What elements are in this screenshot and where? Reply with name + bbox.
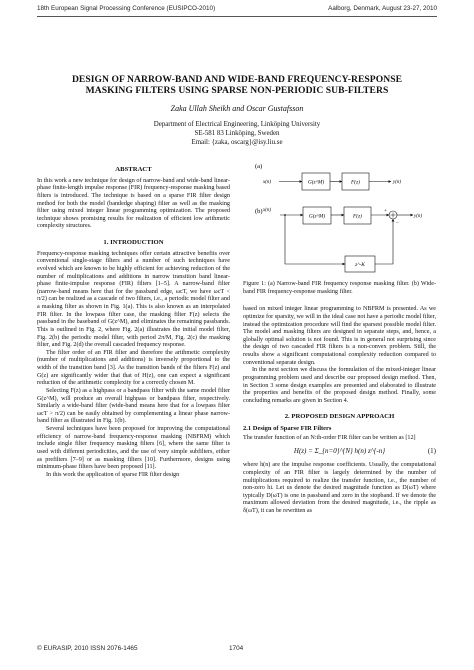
equation-1-body: H(z) = Σ_{n=0}^{N} h(n) z^{-n} [293, 447, 386, 456]
equation-1 [243, 442, 436, 462]
input-label-b: x(n) [263, 208, 272, 213]
delay-path-in [285, 215, 345, 264]
header-rule [37, 16, 437, 17]
intro-paragraph-3: Selecting F(z) as a highpass or a bandpass filter with the same model filter G(z^M), will produce an overall highpass or bandpass filter, respectively. Similarly a wide-band filter (wide-band means here that for a lowpass filter ωcT > π/2) can be easily obtained by complementing a linear phase narrow-band filter as illustrated in Fig. 1(b). [37, 387, 230, 425]
footer-copyright: © EURASIP, 2010 ISSN 2076-1465 [37, 645, 138, 652]
subsection-2-1-heading: 2.1 Design of Sparse FIR Filters [243, 425, 332, 432]
minus-sign: − [396, 221, 399, 226]
paper-title [37, 74, 437, 97]
block-g-a-label: G(z^M) [307, 179, 325, 186]
input-label-a: x(n) [263, 180, 272, 185]
affiliation-email: Email: {zaka, oscarg}@isy.liu.se [191, 138, 283, 146]
page-number: 1704 [229, 645, 244, 652]
affiliation [37, 121, 437, 147]
intro-paragraph-4: Several techniques have been proposed for improving the computational efficiency of narrow-band frequency-response masking (NBFRM) which include single filter frequency masking filters [6], where the same filter is used with different periodicities, and the use of very simple subfilters, either as prefilters [7–9] or as masking filters [10]. Furthermore, designs using minimum-phase filters have been proposed [11]. [37, 426, 230, 471]
affiliation-address: SE-581 83 Linköping, Sweden [194, 129, 280, 137]
left-column [37, 166, 230, 479]
block-g-b-label: G(z^M) [308, 213, 326, 220]
figure-1 [243, 160, 436, 278]
authors: Zaka Ullah Sheikh and Oscar Gustafsson [170, 104, 304, 113]
plus-sign: + [384, 209, 387, 214]
label-b: (b) [255, 208, 263, 215]
affiliation-dept: Department of Electrical Engineering, Linköping University [153, 121, 321, 128]
equation-1-number: (1) [427, 447, 436, 456]
section-2-paragraph-1: The transfer function of an N:th-order FIR filter can be written as [12] [243, 434, 416, 441]
intro-paragraph-1: Frequency-response masking techniques offer certain attractive benefits over conventional single-stage filters and a number of such techniques have evolved which are known to be highly efficient for achieving reduction of the number of multiplications and additions in narrow transition band linear-phase finite-impulse response (FIR) filters [1–5]. A narrow-band filter (narrow-band means here that for the passband edge, ωcT, we have ωcT < π/2) can be realized as a cascade of two filters, i.e., a periodic model filter and a masking filter as shown in Fig. 1(a). This is also known as an interpolated FIR filter. In the lowpass filter case, the masking filter F(z) selects the passband in the baseband of G(z^M), and eliminates the remaining passbands. This is outlined in Fig. 2, where Fig. 2(a) illustrates the initial model filter, Fig. 2(b) the periodic model filter, with period 2π/M, Fig. 2(c) the masking filter, and Fig. 2(d) the overall cascaded frequency response. [37, 250, 230, 349]
delay-path-out [375, 219, 393, 264]
abstract-text: In this work a new technique for design of narrow-band and wide-band linear-phase finite-length impulse response (FIR) frequency-response masking based filters is introduced. The technique is based on a sparse FIR filter design method for both the model (bandedge shaping) filter as well as the masking filter using mixed integer linear programming optimization. The proposed technique shows promising results for realization of efficient low arithmetic complexity structures. [37, 177, 230, 230]
figure-caption: Figure 1: (a) Narrow-band FIR frequency response masking filter. (b) Wide-band FIR frequency-response masking filter. [243, 281, 436, 295]
intro-heading: 1. INTRODUCTION [103, 239, 164, 246]
abstract-heading: ABSTRACT [115, 166, 152, 173]
title-line-1: DESIGN OF NARROW-BAND AND WIDE-BAND FREQUENCY-RESPONSE [71, 74, 403, 85]
output-label-a: y(n) [393, 180, 402, 185]
right-paragraph-1: based on mixed integer linear programming to NBFRM is presented. As we optimize for sparsity, we will in the ideal case not have a periodic model filter, instead the optimization procedure will find the sparsest possible model filter. The model and masking filters are designed in separate steps, and, hence, a globally optimal solution is not found. This is in general not surprising since the design of two cascaded FIR filters is a non-convex problem. Still, the results show a significant computational complexity reduction compared to conventional separate design. [243, 306, 436, 366]
block-diagram [243, 160, 436, 278]
intro-paragraph-2: The filter order of an FIR filter and therefore the arithmetic complexity (number of multiplications and additions) is inversely proportional to the width of the transition band [3]. As the transition bands of the filters F(z) and G(z) are significantly wider that that of H(z), one can expect a significant reduction of the arithmetic complexity for a correctly chosen M. [37, 349, 230, 387]
label-a: (a) [255, 163, 263, 170]
block-f-b-label: F(z) [353, 213, 362, 220]
section-2-paragraph-2: where h(n) are the impulse response coefficients. Usually, the computational complexity of an FIR filter is largely determined by the number of multiplications required to realize the transfer function, i.e., the number of non-zero hi. Let us denote the desired magnitude function as D(ωT) where typically D(ωT) is one in passband and zero in the stopband. If we denote the maximum allowed deviation from the desired magnitude, i.e., the ripple as δ(ωT), it can be rewritten as [243, 462, 436, 514]
title-line-2: MASKING FILTERS USING SPARSE NON-PERIODIC SUB-FILTERS [85, 85, 389, 97]
delay-block-label: z^-K [355, 262, 365, 268]
output-label-b: y(n) [414, 214, 423, 219]
block-f-a-label: F(z) [351, 179, 360, 186]
right-column [243, 160, 436, 516]
location-date-header: Aalborg, Denmark, August 23-27, 2010 [328, 5, 437, 12]
intro-paragraph-5: In this work the application of sparse FIR filter design [46, 471, 180, 478]
conference-header: 18th European Signal Processing Conference (EUSIPCO-2010) [37, 5, 216, 12]
right-paragraph-2: In the next section we discuss the formulation of the mixed-integer linear programming problem used and describe our proposed design method. Then, in Section 3 some design examples are presented and elaborated to illustrate the properties and benefits of the proposed design method. Finally, some concluding remarks are given in Section 4. [243, 367, 436, 404]
section-2-heading: 2. PROPOSED DESIGN APPROACH [284, 413, 395, 421]
